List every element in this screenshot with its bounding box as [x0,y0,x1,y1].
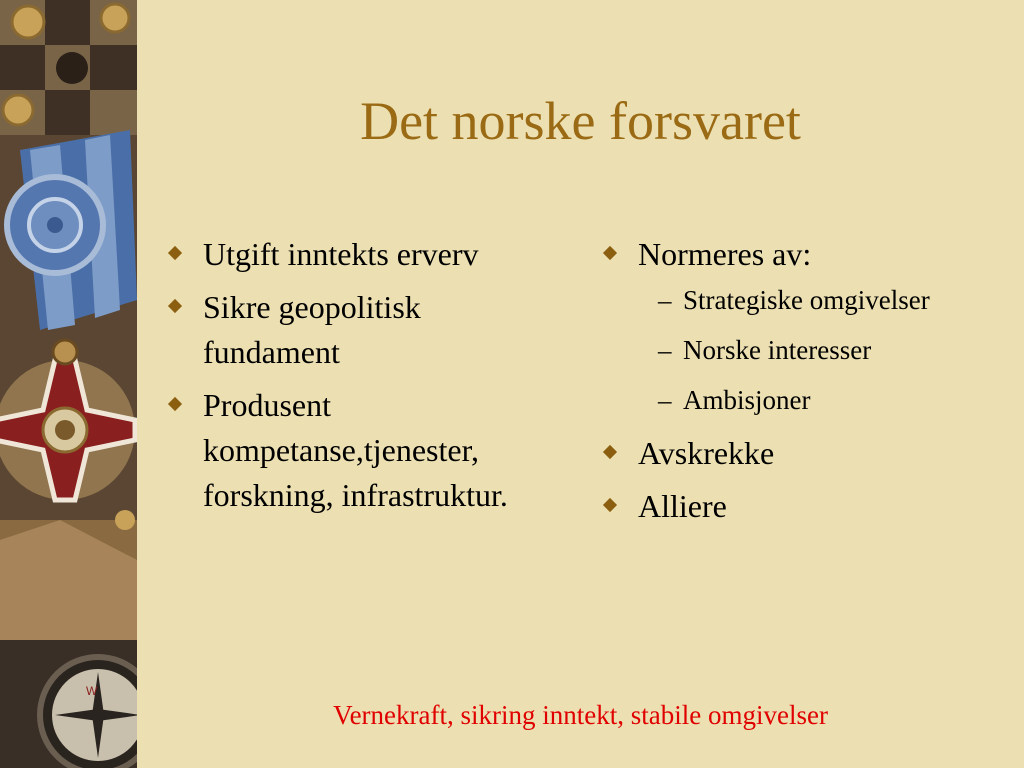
sub-bullet-list [638,281,1020,419]
dash-bullet: – [658,285,672,315]
bullet-item [165,285,565,375]
bullet-item [600,484,1020,529]
bullet-text: Normeres av: [638,236,812,272]
bullet-text: Sikre geopolitisk fundament [203,289,421,370]
sub-bullet-text: Strategiske omgivelser [683,285,930,315]
bullet-item [600,431,1020,476]
svg-text:W: W [86,684,98,698]
bullet-text: Utgift inntekts erverv [203,236,479,272]
footer-note: Vernekraft, sikring inntekt, stabile omgivelser [333,700,828,730]
bullet-item [165,232,565,277]
diamond-bullet-icon [168,246,182,260]
sub-bullet-item [638,331,1020,369]
right-bullet-list [600,232,1020,537]
bullet-text: Produsent kompetanse,tjenester, forskning, infrastruktur. [203,387,508,513]
sub-bullet-item [638,281,1020,319]
dash-bullet: – [658,385,672,415]
dash-bullet: – [658,335,672,365]
diamond-bullet-icon [603,246,617,260]
diamond-bullet-icon [603,498,617,512]
bullet-text: Avskrekke [638,435,775,471]
sub-bullet-item [638,381,1020,419]
diamond-bullet-icon [168,299,182,313]
side-decorative-image [0,0,137,768]
bullet-text: Alliere [638,488,727,524]
diamond-bullet-icon [168,397,182,411]
sub-bullet-text: Norske interesser [683,335,872,365]
sub-bullet-text: Ambisjoner [683,385,811,415]
diamond-bullet-icon [603,445,617,459]
bullet-item [600,232,1020,419]
bullet-item [165,383,565,518]
left-bullet-list [165,232,565,526]
slide-title: Det norske forsvaret [360,91,801,151]
